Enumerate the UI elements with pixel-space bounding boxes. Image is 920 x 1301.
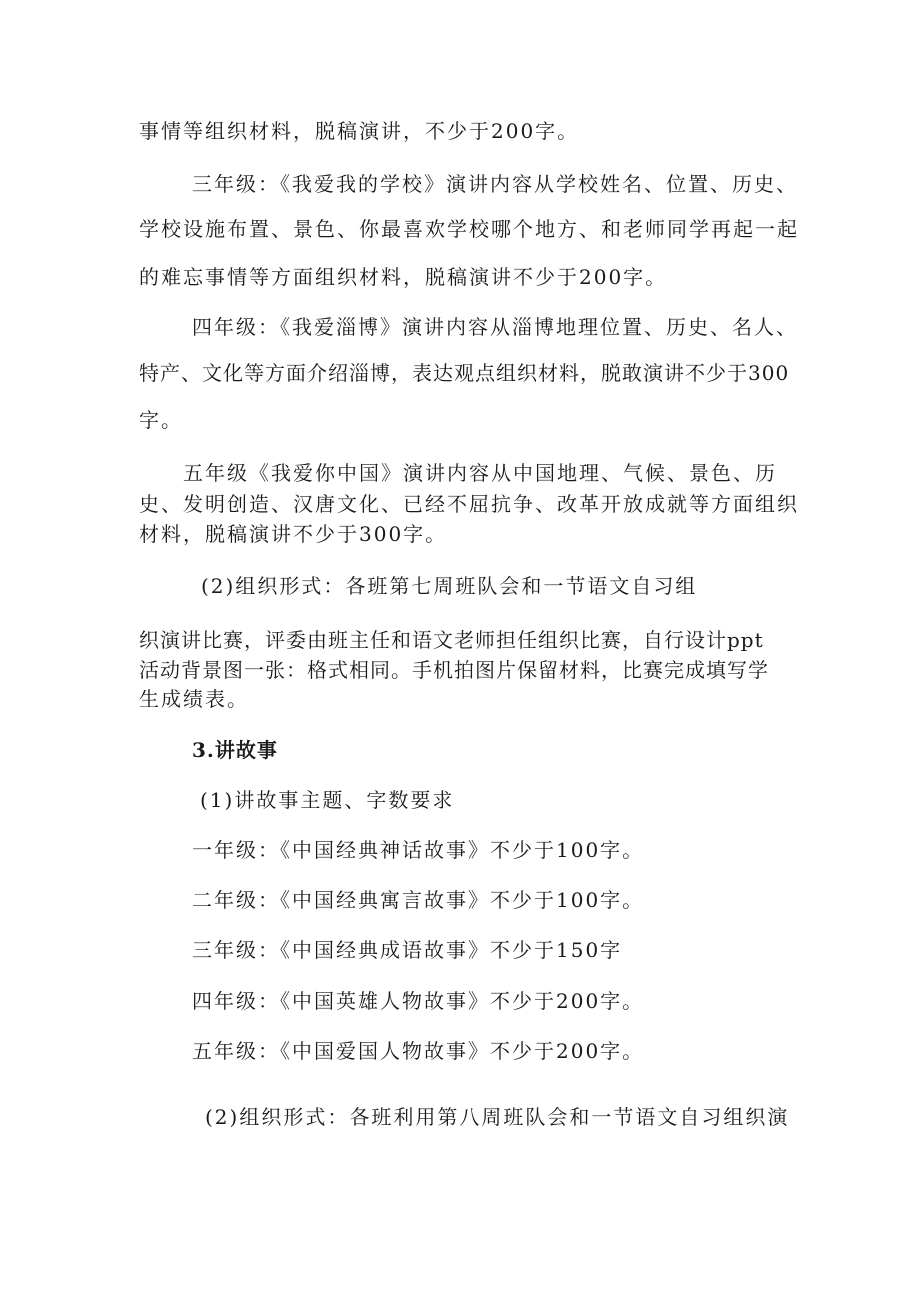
list-item: 三年级：《中国经典成语故事》不少于150字 xyxy=(192,938,623,962)
paragraph-line: 材料，脱稿演讲不少于300字。 xyxy=(139,522,448,546)
paragraph-line: 字。 xyxy=(139,408,183,432)
paragraph-line: 的难忘事情等方面组织材料，脱稿演讲不少于200字。 xyxy=(139,265,668,289)
subsection-heading: (1)讲故事主题、字数要求 xyxy=(200,788,455,812)
paragraph-line: 四年级：《我爱淄博》演讲内容从淄博地理位置、历史、名人、 xyxy=(192,315,798,339)
paragraph-line: 学校设施布置、景色、你最喜欢学校哪个地方、和老师同学再起一起 xyxy=(139,217,799,241)
paragraph-line: 活动背景图一张：格式相同。手机拍图片保留材料，比赛完成填写学 xyxy=(139,658,769,682)
paragraph-line: (2)组织形式：各班利用第八周班队会和一节语文自习组织演 xyxy=(205,1105,790,1129)
list-item: 一年级：《中国经典神话故事》不少于100字。 xyxy=(192,838,645,862)
list-item: 四年级：《中国英雄人物故事》不少于200字。 xyxy=(192,989,645,1013)
list-item: 二年级：《中国经典寓言故事》不少于100字。 xyxy=(192,888,645,912)
paragraph-line: 特产、文化等方面介绍淄博，表达观点组织材料，脱敢演讲不少于300 xyxy=(139,361,790,385)
section-heading: 3.讲故事 xyxy=(192,738,278,762)
paragraph-line: 三年级：《我爱我的学校》演讲内容从学校姓名、位置、历史、 xyxy=(192,172,798,196)
paragraph-line: 生成绩表。 xyxy=(139,687,249,711)
paragraph-line: 史、发明创造、汉唐文化、已经不屈抗争、改革开放成就等方面组织 xyxy=(139,492,799,516)
paragraph-line: 事情等组织材料，脱稿演讲，不少于200字。 xyxy=(139,119,580,143)
paragraph-line: (2)组织形式：各班第七周班队会和一节语文自习组 xyxy=(201,574,698,598)
paragraph-line: 五年级《我爱你中国》演讲内容从中国地理、气候、景色、历 xyxy=(183,461,777,485)
paragraph-line: 织演讲比赛，评委由班主任和语文老师担任组织比赛，自行设计ppt xyxy=(139,628,764,652)
list-item: 五年级：《中国爱国人物故事》不少于200字。 xyxy=(192,1039,645,1063)
